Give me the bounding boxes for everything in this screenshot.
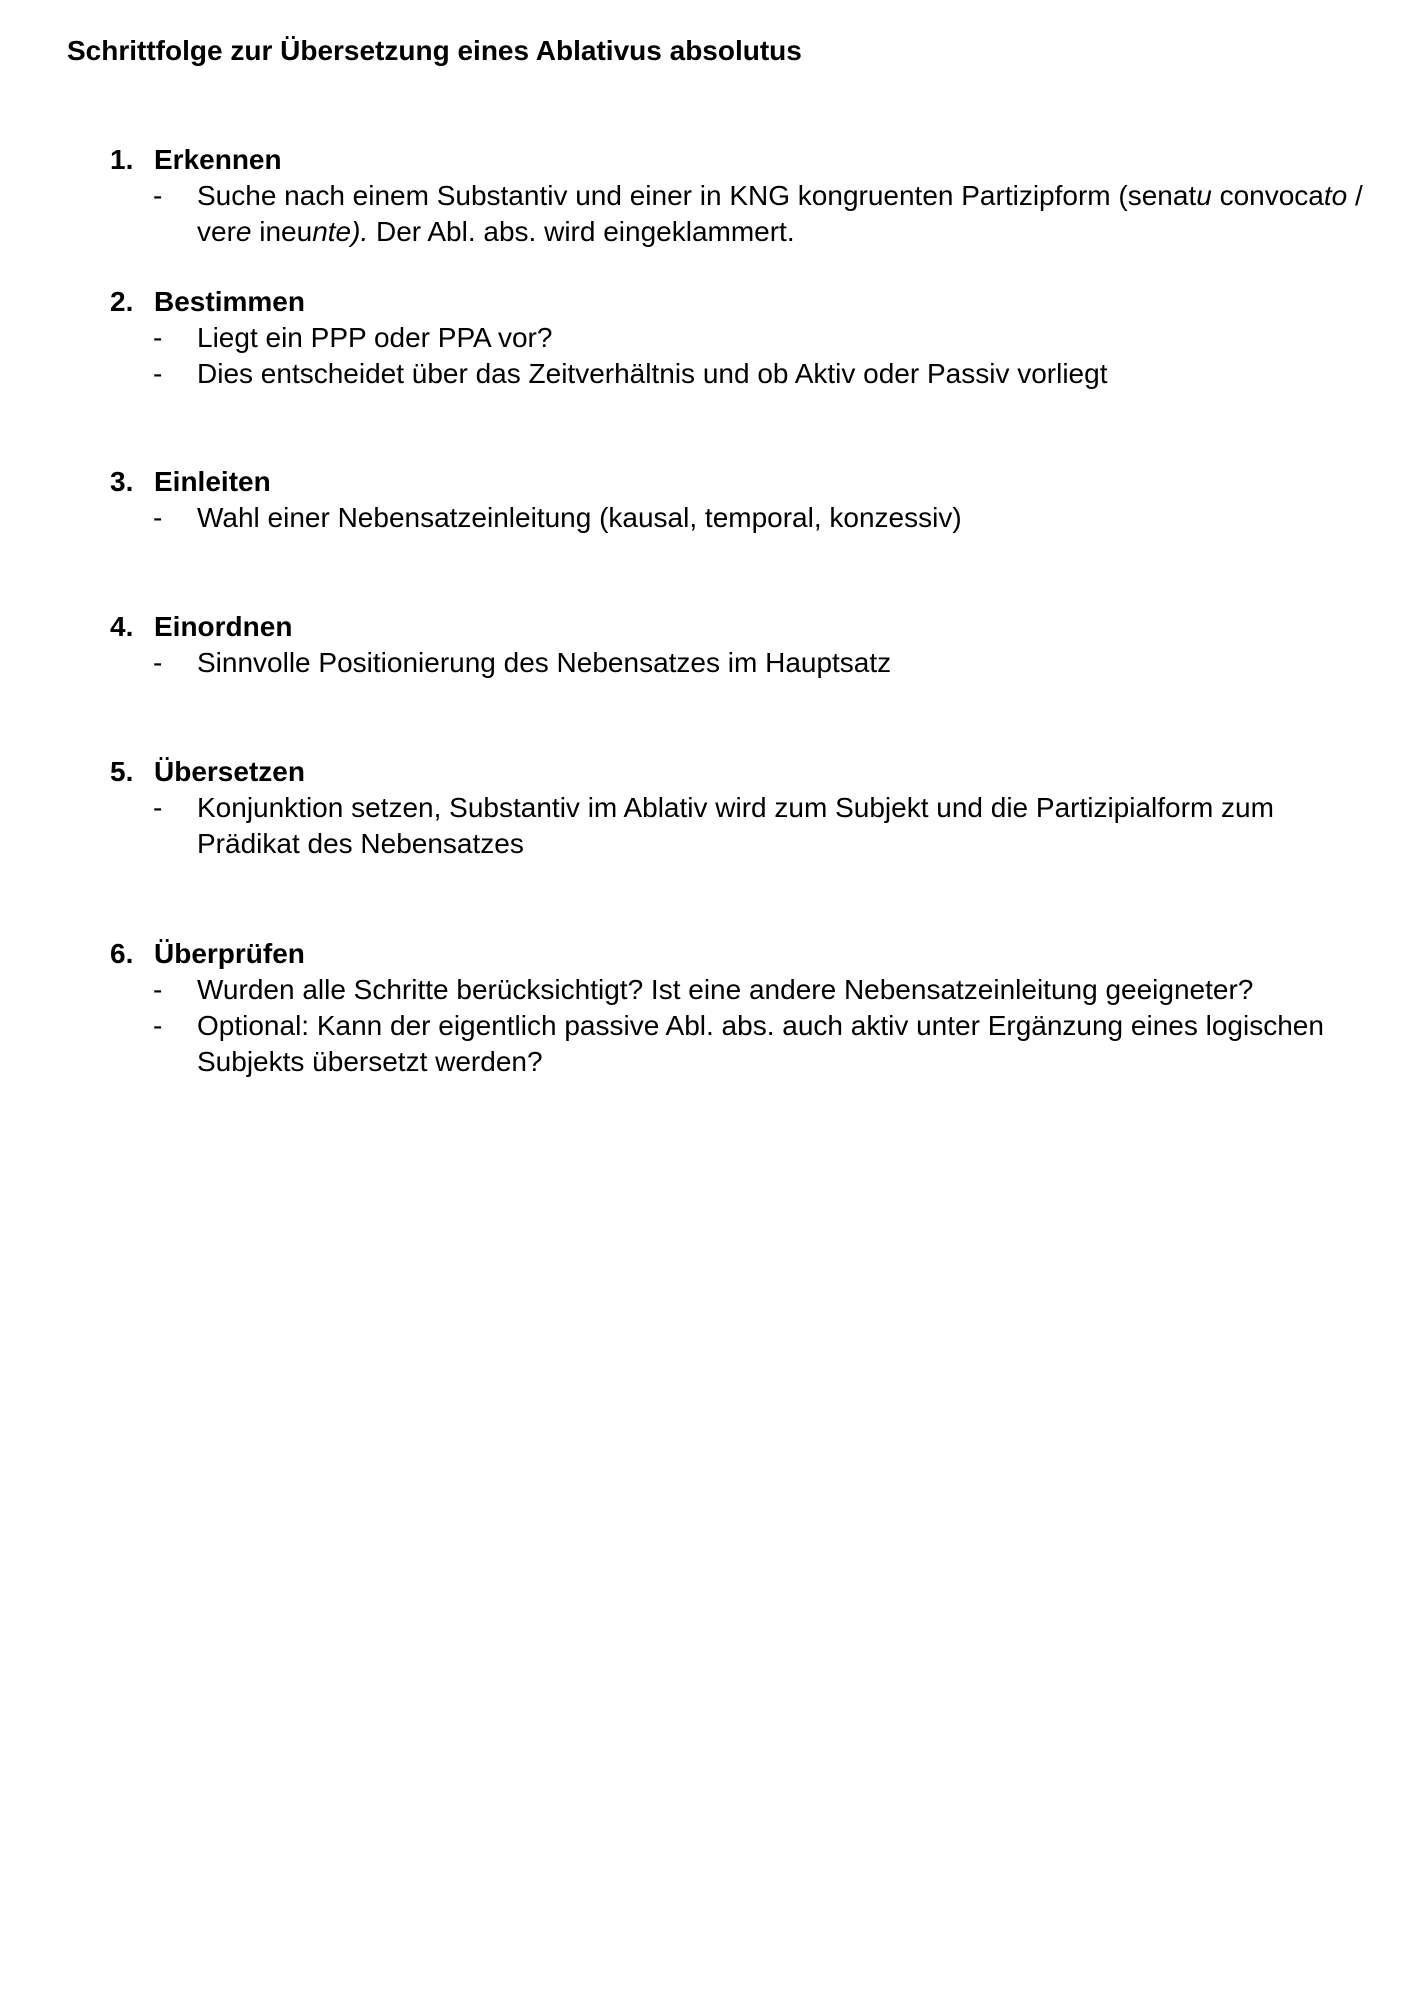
bullet-text: Dies entscheidet über das Zeitverhältnis und ob Aktiv oder Passiv vorliegt (197, 358, 1108, 389)
step-6 (110, 936, 1380, 1080)
step-1 (110, 142, 1380, 250)
list-item (110, 178, 1380, 250)
step-number: 5. (110, 756, 134, 787)
list-item (110, 1008, 1380, 1080)
bullet-text: Wurden alle Schritte berücksichtigt? Ist eine andere Nebensatzeinleitung geeigneter? (197, 974, 1254, 1005)
step-number: 3. (110, 466, 134, 497)
text-segment-italic: nte). (312, 216, 369, 247)
step-heading (110, 936, 1380, 972)
bullet-dash: - (153, 502, 163, 533)
step-title: Übersetzen (154, 756, 305, 787)
step-2 (110, 284, 1380, 392)
bullet-dash: - (153, 974, 163, 1005)
step-title: Einordnen (154, 611, 293, 642)
step-3 (110, 464, 1380, 536)
step-4 (110, 609, 1380, 681)
bullet-dash: - (153, 1010, 163, 1041)
text-segment: Suche nach einem Substantiv und einer in KNG kongruenten Partizipform (senat (197, 180, 1197, 211)
step-heading (110, 284, 1380, 320)
bullet-dash: - (153, 647, 163, 678)
text-segment-italic: u (1196, 180, 1212, 211)
bullet-text: Optional: Kann der eigentlich passive Abl. abs. auch aktiv unter Ergänzung eines logischen Subjekts übersetzt werden? (197, 1010, 1324, 1077)
step-5 (110, 754, 1380, 862)
step-number: 1. (110, 144, 134, 175)
step-number: 6. (110, 938, 134, 969)
list-item (110, 320, 1380, 356)
step-title: Bestimmen (154, 286, 305, 317)
step-heading (110, 754, 1380, 790)
bullet-dash: - (153, 322, 163, 353)
list-item (110, 790, 1380, 862)
text-segment-italic: to (1323, 180, 1348, 211)
bullet-dash: - (153, 180, 163, 211)
text-segment: / ver (197, 180, 1363, 247)
text-segment: Der Abl. abs. wird eingeklammert. (368, 216, 795, 247)
text-segment: ineu (251, 216, 313, 247)
step-number: 4. (110, 611, 134, 642)
bullet-text (197, 178, 1380, 250)
step-heading (110, 609, 1380, 645)
list-item (110, 500, 1380, 536)
bullet-text: Wahl einer Nebensatzeinleitung (kausal, temporal, konzessiv) (197, 502, 962, 533)
step-title: Erkennen (154, 144, 282, 175)
bullet-text: Konjunktion setzen, Substantiv im Ablativ wird zum Subjekt und die Partizipialform zum Prädikat des Nebensatzes (197, 792, 1274, 859)
text-segment-italic: e (235, 216, 252, 247)
text-segment: convoca (1211, 180, 1324, 211)
step-number: 2. (110, 286, 134, 317)
bullet-text: Sinnvolle Positionierung des Nebensatzes im Hauptsatz (197, 647, 892, 678)
bullet-dash: - (153, 792, 163, 823)
step-heading (110, 142, 1380, 178)
list-item (110, 645, 1380, 681)
list-item (110, 972, 1380, 1008)
bullet-text: Liegt ein PPP oder PPA vor? (197, 322, 553, 353)
step-title: Überprüfen (154, 938, 305, 969)
step-title: Einleiten (154, 466, 271, 497)
bullet-dash: - (153, 358, 163, 389)
list-item (110, 356, 1380, 392)
page-title: Schrittfolge zur Übersetzung eines Ablativus absolutus (67, 35, 802, 66)
step-heading (110, 464, 1380, 500)
